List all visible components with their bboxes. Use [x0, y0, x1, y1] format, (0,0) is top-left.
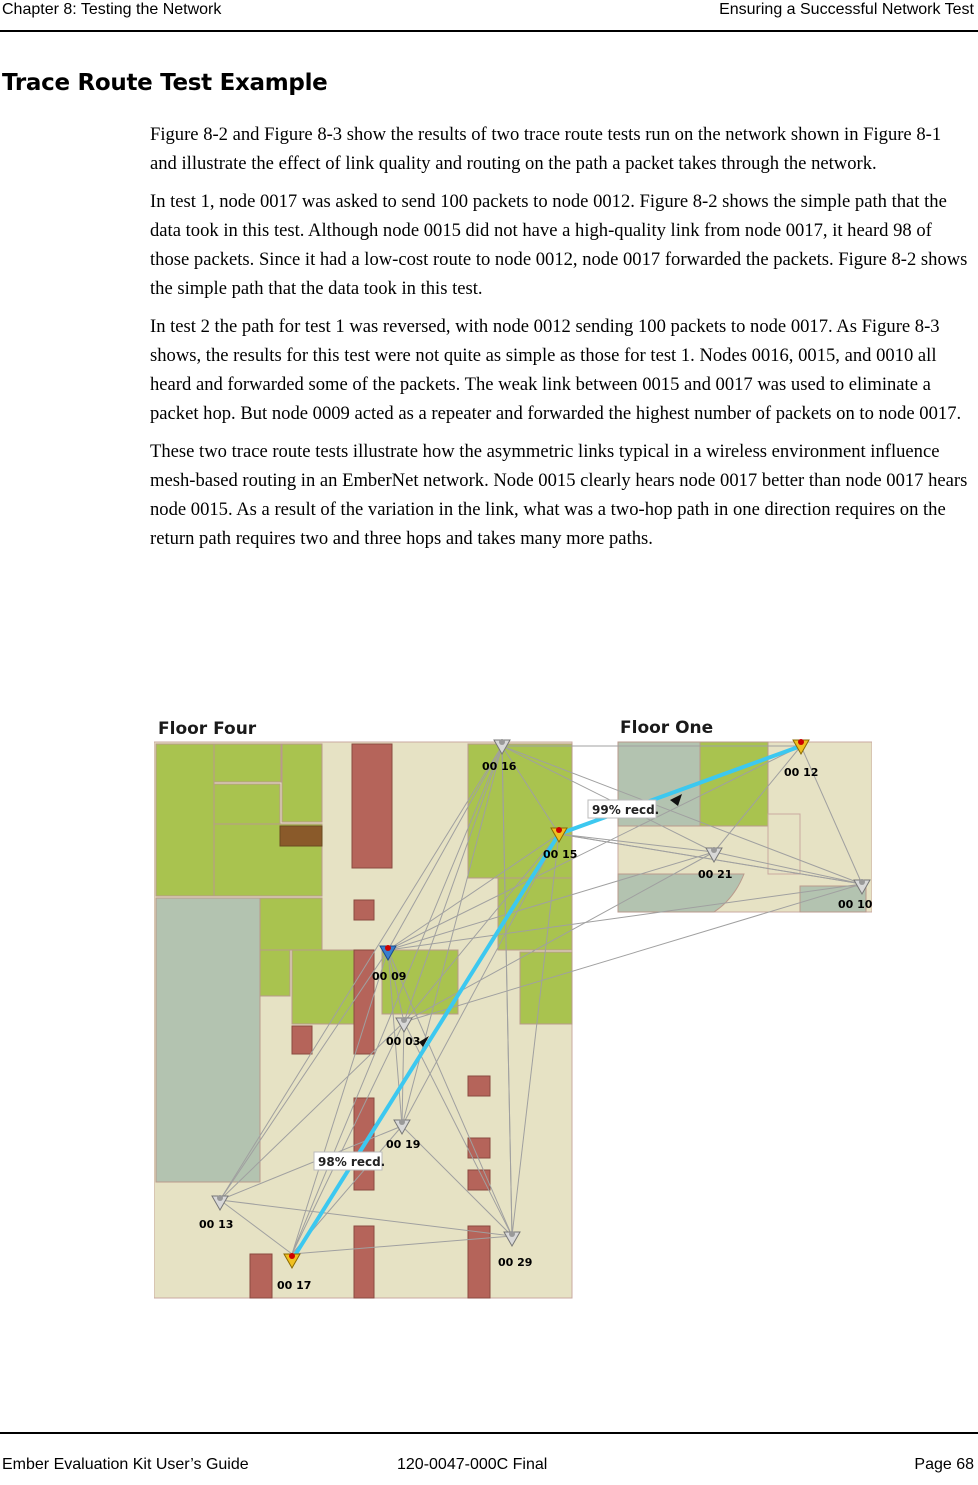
- page-number: Page 68: [914, 1456, 974, 1473]
- page-footer: [0, 1432, 978, 1485]
- node-label: 00 09: [372, 970, 407, 983]
- node-label: 00 17: [277, 1279, 312, 1292]
- document-number: 120-0047-000C Final: [397, 1456, 548, 1473]
- paragraph: In test 1, node 0017 was asked to send 100 packets to node 0012. Figure 8-2 shows the simple path that the data took in this test. Although node 0015 did not have a high-quality link from node 0017, it heard 98 of those packets. Since it had a low-cost route to node 0012, node 0017 forwarded the packets. Figure 8-2 shows the simple path that the data took in this test.: [150, 191, 968, 299]
- network-map: [154, 714, 872, 1299]
- node-label: 00 12: [784, 766, 819, 779]
- node-label: 00 21: [698, 868, 733, 881]
- node-label: 00 29: [498, 1256, 533, 1269]
- paragraph: In test 2 the path for test 1 was reversed, with node 0012 sending 100 packets to node 0017. As Figure 8-3 shows, the results for this test were not quite as simple as those for test 1. Nodes 0016, 0015, and 0010 all heard and forwarded some of the packets. The weak link between 0015 and 0017 was used to eliminate a packet hop. But node 0009 acted as a repeater and forwarded the highest number of packets on to node 0017.: [150, 316, 962, 424]
- floor-four-plan: [154, 742, 572, 1298]
- node-label: 00 10: [838, 898, 872, 911]
- node-label: 00 13: [199, 1218, 234, 1231]
- paragraph: Figure 8-2 and Figure 8-3 show the results of two trace route tests run on the network shown in Figure 8-1 and illustrate the effect of link quality and routing on the path a packet takes through the network.: [150, 124, 942, 174]
- section-title: Ensuring a Successful Network Test: [719, 1, 974, 18]
- floor-one-label: Floor One: [620, 718, 714, 738]
- node-label: 00 16: [482, 760, 517, 773]
- page-header: [0, 0, 978, 32]
- network-figure: [154, 714, 872, 1299]
- node-label: 00 19: [386, 1138, 421, 1151]
- chapter-title: Chapter 8: Testing the Network: [2, 1, 222, 18]
- floor-four-label: Floor Four: [158, 719, 257, 739]
- guide-title: Ember Evaluation Kit User’s Guide: [2, 1456, 249, 1473]
- paragraph: These two trace route tests illustrate how the asymmetric links typical in a wireless environment influence mesh-based routing in an EmberNet network. Node 0015 clearly hears node 0017 better than node 0017 hears node 0015. As a result of the variation in the link, what was a two-hop path in one direction requires on the return path requires two and three hops and takes many more paths.: [150, 441, 968, 549]
- recd-label-upper: 99% recd.: [592, 803, 660, 817]
- body-text: [150, 120, 972, 562]
- node-label: 00 15: [543, 848, 578, 861]
- node-label: 00 03: [386, 1035, 421, 1048]
- recd-label-lower: 98% recd.: [318, 1155, 386, 1169]
- section-heading: Trace Route Test Example: [2, 70, 328, 96]
